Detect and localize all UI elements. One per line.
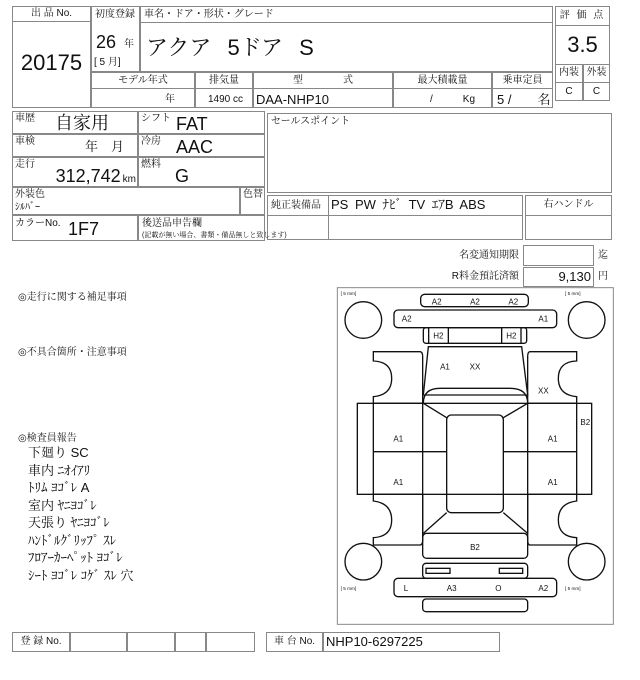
recycle-label: R料金預託済額 <box>451 271 519 282</box>
damage-code: A1 <box>547 478 558 487</box>
model-year-label: モデル年式 <box>118 75 168 86</box>
door-lines <box>373 403 576 533</box>
inspection-label: 車検 <box>15 136 35 147</box>
equipment-label: 純正装備品 <box>271 200 321 211</box>
color-no-value: 1F7 <box>68 219 100 239</box>
registration-cell <box>206 632 255 652</box>
equipment-value: PS PW ﾅﾋﾞ TV ｴｱB ABS <box>331 197 486 212</box>
damage-code: A1 <box>538 314 549 324</box>
tread-rear-left: [ 5 mm] <box>340 586 357 591</box>
color-label: 外装色 <box>15 189 45 200</box>
diagram-frame <box>337 288 613 625</box>
exterior-label: 外装 <box>586 67 607 78</box>
damage-code: A3 <box>446 584 457 593</box>
fuel-value: G <box>175 166 190 186</box>
damage-code: A2 <box>508 297 519 307</box>
damage-code: A2 <box>538 584 549 593</box>
color-cell <box>12 187 240 215</box>
damage-code: B2 <box>470 543 480 552</box>
interior-label: 内装 <box>559 67 579 78</box>
damage-code: L <box>403 584 409 593</box>
max-load-label: 最大積載量 <box>417 75 468 86</box>
name-change-unit: 迄 <box>598 250 608 261</box>
front-bumper <box>394 310 557 328</box>
history-label: 車歴 <box>15 113 35 124</box>
report-item: 室内 ﾔﾆﾖｺﾞﾚ <box>28 497 97 513</box>
model-year-value: 年 <box>165 94 175 105</box>
ac-value: AAC <box>176 137 214 157</box>
history-value: 自家用 <box>55 113 109 133</box>
damage-code: A1 <box>440 362 450 372</box>
damage-code: XX <box>537 386 549 396</box>
report-item: ﾊﾝﾄﾞﾙｸﾞﾘｯﾌﾟ ｽﾚ <box>28 532 117 548</box>
damage-code: XX <box>469 362 481 372</box>
mileage-unit: km <box>122 174 136 185</box>
rear-bottom <box>423 599 528 612</box>
registration-cell <box>175 632 206 652</box>
report-item: ﾌﾛｱｰｶｰﾍﾟｯﾄ ﾖｺﾞﾚ <box>28 550 123 565</box>
tread-front-right: [ 5 mm] <box>565 291 581 296</box>
inspector-report-list <box>28 446 133 586</box>
front-left-fender <box>373 352 422 404</box>
damage-code: O <box>495 584 502 593</box>
color-change-label: 色替 <box>243 189 263 200</box>
report-item: 天張り ﾔﾆﾖｺﾞﾚ <box>28 515 110 530</box>
damage-code: A1 <box>393 478 404 487</box>
recycle-value: 9,130 <box>558 269 591 284</box>
color-no-label: カラーNo. <box>15 218 61 229</box>
report-item: 下廻り SC <box>28 445 89 460</box>
first-reg-month: [ 5 月] <box>94 57 121 68</box>
rear-right-fender <box>528 494 577 545</box>
damage-code: H2 <box>506 331 517 341</box>
damage-code: A2 <box>470 297 480 307</box>
recycle-unit: 円 <box>598 271 608 282</box>
report-item: ｼｰﾄ ﾖｺﾞﾚ ｺｹﾞ ｽﾚ 穴 <box>28 567 134 583</box>
rear-light-right <box>499 568 522 573</box>
chassis-label: 車 台 No. <box>273 636 316 647</box>
tire-rear-right <box>568 543 605 580</box>
lot-number: 20175 <box>20 50 83 75</box>
grade-divider <box>555 82 610 83</box>
car-name-label: 車名・ドア・形状・グレード <box>144 9 274 20</box>
fuel-label: 燃料 <box>141 159 161 170</box>
damage-code: B2 <box>580 418 591 427</box>
later-docs-note: (記載が無い場合、書類・備品無しと致します) <box>142 232 287 239</box>
chassis-value: NHP10-6297225 <box>326 634 423 649</box>
inspection-value: 年 月 <box>85 139 125 154</box>
interior-grade: C <box>565 86 573 97</box>
color-value: ｼﾙﾊﾞｰ <box>15 202 40 213</box>
tread-rear-right: [ 5 mm] <box>565 586 581 591</box>
first-reg-year: 26 <box>96 32 117 52</box>
car-damage-diagram <box>330 285 620 625</box>
rear-bumper <box>394 578 557 596</box>
mileage-value: 312,742 <box>55 166 121 186</box>
first-reg-year-unit: 年 <box>124 39 134 50</box>
report-item: ﾄﾘﾑ ﾖｺﾞﾚ A <box>28 480 90 495</box>
driving-notes-label: ◎走行に関する補足事項 <box>18 292 127 303</box>
damage-code: A2 <box>401 314 412 324</box>
mileage-reading <box>40 167 136 185</box>
first-reg-label: 初度登録 <box>95 9 135 20</box>
inspector-report-label: ◎検査員報告 <box>18 433 77 444</box>
shift-label: シフト <box>141 113 171 124</box>
pillars <box>423 403 527 533</box>
lot-label: 出 品 No. <box>30 8 73 19</box>
displacement-value: 1490 cc <box>208 94 244 105</box>
rear-light-left <box>426 568 450 573</box>
registration-cell <box>127 632 175 652</box>
tread-front-left: [ 5 mm] <box>340 291 357 296</box>
damage-code: H2 <box>433 331 444 341</box>
tire-front-left <box>345 302 382 339</box>
windshield-top <box>423 388 527 403</box>
type-value: DAA-NHP10 <box>256 92 329 107</box>
damage-code: A2 <box>431 297 442 307</box>
max-load-value: / Kg <box>430 94 476 105</box>
rear-left-fender <box>373 494 422 545</box>
report-item: 車内 ﾆｵｲｱﾘ <box>28 462 91 478</box>
capacity-label: 乗車定員 <box>502 75 543 86</box>
front-right-fender <box>528 352 577 404</box>
tire-rear-left <box>345 543 382 580</box>
grade-score: 3.5 <box>567 32 598 57</box>
tire-front-right <box>568 302 605 339</box>
capacity-value: 5 / 名 <box>497 92 551 107</box>
type-label: 型 式 <box>293 75 353 86</box>
displacement-label: 排気量 <box>209 75 239 86</box>
shift-value: FAT <box>176 114 208 134</box>
damage-code: A1 <box>393 434 404 444</box>
mileage-label: 走行 <box>15 159 35 170</box>
roof <box>447 415 504 513</box>
handle-value: 右ハンドル <box>543 199 594 210</box>
sales-point-label: セールスポイント <box>271 116 351 127</box>
registration-label: 登 録 No. <box>20 636 62 647</box>
damage-code: A1 <box>547 434 558 444</box>
rear-light-panel <box>423 563 528 578</box>
grade-label: 評 価 点 <box>559 10 606 21</box>
name-change-label: 名変通知期限 <box>459 250 519 261</box>
car-name-value: アクア 5ドア S <box>146 35 314 60</box>
name-change-field <box>523 245 594 266</box>
ac-label: 冷房 <box>141 136 161 147</box>
exterior-grade: C <box>592 86 601 97</box>
later-docs-label: 後送品申告欄 <box>142 218 202 229</box>
registration-cell <box>70 632 127 652</box>
defects-label: ◎不具合箇所・注意事項 <box>18 347 127 358</box>
